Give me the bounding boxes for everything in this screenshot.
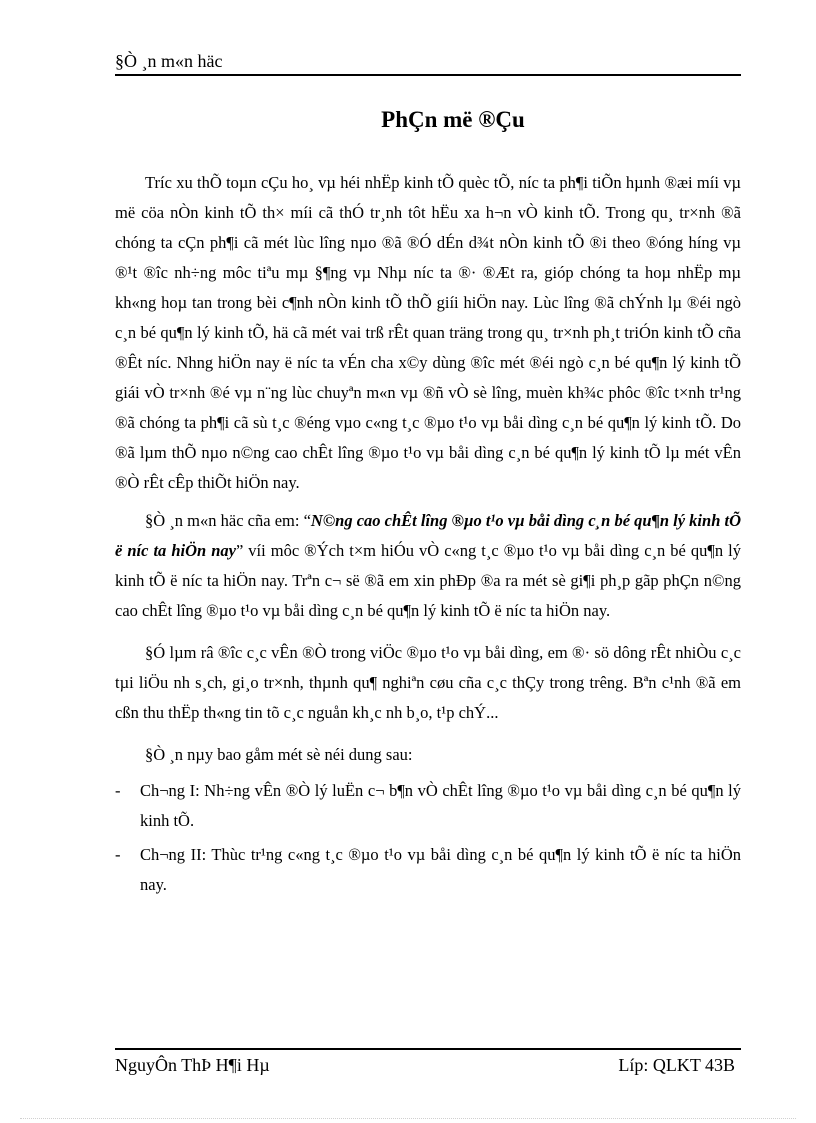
paragraph-contents: §Ò ¸n nµy bao gåm mét sè néi dung sau: [145,745,413,764]
document-body [115,168,741,904]
list-item [115,840,741,900]
paragraph-topic [115,506,741,626]
page-edge [20,1118,796,1119]
list-dash: - [115,781,121,800]
paragraph-sources: §Ó lµm râ ®îc c¸c vÊn ®Ò trong viÖc ®µo t¹o vµ båi dìng, em ®· sö dông rÊt nhiÒu c¸c tµi liÖu nh s¸ch, gi¸o tr×nh, thµnh qu¶ nghiªn cøu cña c¸c thÇy trong trêng. Bªn c¹nh ®ã em cßn thu thËp th«ng tin tõ c¸c nguån kh¸c nh b¸o, t¹p chÝ... [115,643,741,722]
list-item-text: Ch¬ng II: Thùc tr¹ng c«ng t¸c ®µo t¹o vµ båi dìng c¸n bé qu¶n lý kinh tÕ ë níc ta hiÖn nay. [140,845,741,894]
list-item-text: Ch¬ng I: Nh÷ng vÊn ®Ò lý luËn c¬ b¶n vÒ chÊt lîng ®µo t¹o vµ båi dìng c¸n bé qu¶n lý kinh tÕ. [140,781,741,830]
topic-rest: ” víi môc ®Ých t×m hiÓu vÒ c«ng t¸c ®µo t¹o vµ båi dìng c¸n bé qu¶n lý kinh tÕ ë níc ta hiÖn nay. Trªn c¬ së ®ã em xin phÐp ®a ra mét sè gi¶i ph¸p gãp phÇn n©ng cao chÊt lîng ®µo t¹o vµ båi dìng c¸n bé qu¶n lý kinh tÕ ë níc ta hiÖn nay. [115,541,741,620]
paragraph-intro: Tríc xu thÕ toµn cÇu ho¸ vµ héi nhËp kinh tÕ quèc tÕ, níc ta ph¶i tiÕn hµnh ®æi míi vµ më cöa nÒn kinh tÕ th× míi cã thÓ tr¸nh tôt hËu xa h¬n vÒ kinh tÕ. Trong qu¸ tr×nh ®ã chóng ta cÇn ph¶i cã mét lùc lîng nµo ®ã ®Ó dÉn d¾t nÒn kinh tÕ ®i theo ®óng híng vµ ®¹t ®îc nh÷ng môc tiªu mµ §¶ng vµ Nhµ níc ta ®· ®Æt ra, gióp chóng ta hoµ nhËp mµ kh«ng hoµ tan trong bèi c¶nh nÒn kinh tÕ thÕ giíi hiÖn nay. Lùc lîng ®ã chÝnh lµ ®éi ngò c¸n bé qu¶n lý kinh tÕ, hä cã mét vai trß rÊt quan träng trong qu¸ tr×nh ph¸t triÓn kinh tÕ cña ®Êt níc. Nhng hiÖn nay ë níc ta vÉn cha x©y dùng ®îc mét ®éi ngò c¸n bé qu¶n lý kinh tÕ giái vÒ tr×nh ®é vµ n¨ng lùc chuyªn m«n vµ ®ñ vÒ sè lîng, muèn kh¾c phôc ®îc t×nh tr¹ng ®ã chóng ta ph¶i cã sù t¸c ®éng vµo c«ng t¸c ®µo t¹o vµ båi dìng c¸n bé qu¶n lý kinh tÕ. Do ®ã lµm thÕ nµo n©ng cao chÊt lîng ®µo t¹o vµ båi dìng c¸n bé qu¶n lý kinh tÕ lµ mét vÊn ®Ò rÊt cÊp thiÕt hiÖn nay. [115,173,741,492]
footer-class: Líp: QLKT 43B [618,1055,735,1075]
page-header: §Ò ¸n m«n häc [115,50,741,76]
list-item [115,776,741,836]
footer-divider [115,1048,741,1050]
chapter-list [115,776,741,900]
list-dash: - [115,845,121,864]
page-footer [115,1054,735,1076]
topic-title: N©ng cao chÊt lîng ®µo t¹o vµ båi dìng c¸n bé qu¶n lý kinh tÕ ë níc ta hiÖn nay [115,511,741,560]
topic-lead: §Ò ¸n m«n häc cña em: “ [145,511,311,530]
page-title: PhÇn më ®Çu [381,107,525,132]
footer-author: NguyÔn ThÞ H¶i Hµ [115,1055,270,1075]
